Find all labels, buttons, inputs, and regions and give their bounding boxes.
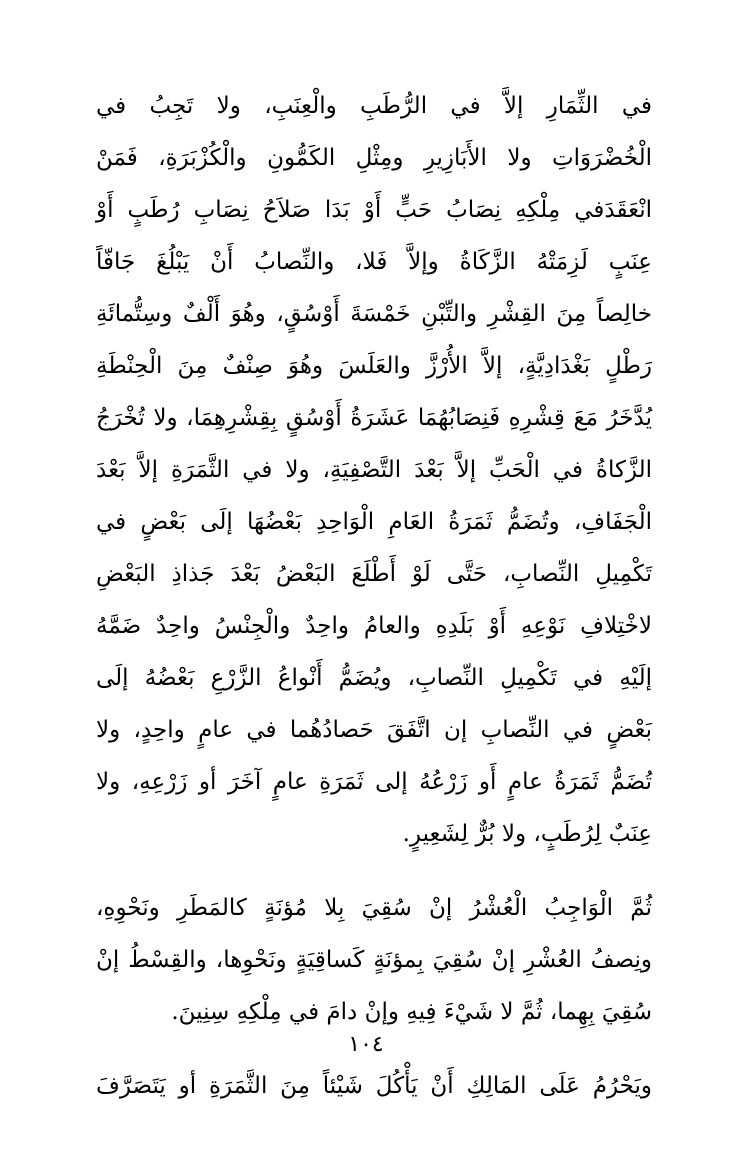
text-line: بَعْضٍ في النِّصابِ إن اتَّفَقَ حَصادُهُما في عامٍ واحِدٍ، ولا xyxy=(96,717,652,743)
text-line: رَطْلٍ بَغْدَادِيَّةٍ، إلاَّ الأُرْزَّ والعَلَسَ وهُوَ صِنْفٌ مِنَ الْحِنْطَةِ xyxy=(96,353,652,379)
paragraph-3 xyxy=(96,1060,652,1112)
text-line: ثُمَّ الْوَاجِبُ الْعُشْرُ إنْ سُقِيَ بِلا مُؤنَةٍ كالمَطَرِ ونَحْوِهِ، xyxy=(96,895,652,921)
text-line: عِنَبٌ لِرُطَبٍ، ولا بُرٌّ لِشَعِيرٍ. xyxy=(402,821,652,847)
text-line: عِنَبٍ لَزِمَتْهُ الزَّكَاةُ وإلاَّ فَلا، والنِّصابُ أَنْ يَبْلُغَ جَافّاً xyxy=(96,249,652,275)
text-line: انْعَقَدَفي مِلْكِهِ نِصَابُ حَبٍّ أَوْ بَدَا صَلاَحُ نِصَابِ رُطَبٍ أَوْ xyxy=(96,197,652,223)
text-line: الْجَفَافِ، وتُضَمُّ ثَمَرَةُ العَامِ الْوَاحِدِ بَعْضُهَا إلَى بَعْضٍ في xyxy=(96,509,652,535)
page-number: ١٠٤ xyxy=(348,1032,384,1057)
page-body xyxy=(96,80,652,1099)
paragraph-2 xyxy=(96,882,652,1038)
text-line: تُضَمُّ ثَمَرَةُ عامٍ أَو زَرْعُهُ إلى ثَمَرَةِ عامٍ آخَرَ أو زَرْعِهِ، ولا xyxy=(96,769,652,795)
text-line: ونِصفُ العُشْرِ إنْ سُقِيَ بِمؤنَةٍ كَساقِيَةٍ ونَحْوِها، والقِسْطُ إنْ xyxy=(96,947,652,973)
text-line: إلَيْهِ في تَكْمِيلِ النِّصابِ، ويُضَمُّ أَنْواعُ الزَّرْعِ بَعْضُهُ إلَى xyxy=(96,665,652,691)
text-line: تَكْمِيلِ النِّصابِ، حَتَّى لَوْ أَطْلَعَ البَعْضُ بَعْدَ جَذاذِ البَعْضِ xyxy=(96,561,652,587)
text-line: الْخُضْرَوَاتِ ولا الأَبَازِيرِ ومِثْلِ الكَمُّونِ والْكُزْبَرَةِ، فَمَنْ xyxy=(96,145,652,171)
text-line: الزَّكاةُ في الْحَبِّ إلاَّ بَعْدَ التَّصْفِيَةِ، ولا في الثَّمَرَةِ إلاَّ بَعْدَ xyxy=(96,457,652,483)
text-line: لاخْتِلافِ نَوْعِهِ أَوْ بَلَدِهِ والعامُ واحِدٌ والْجِنْسُ واحِدٌ ضَمَّهُ xyxy=(96,613,652,639)
paragraph-1 xyxy=(96,80,652,860)
text-line: يُدَّخَرُ مَعَ قِشْرِهِ فَنِصَابُهُمَا عَشَرَةُ أَوْسُقٍ بِقِشْرِهِمَا، ولا تُخْرَجُ xyxy=(96,405,652,431)
text-line: في الثِّمَارِ إلاَّ في الرُّطَبِ والْعِنَبِ، ولا تَجِبُ في xyxy=(96,93,652,119)
text-line: ويَحْرُمُ عَلَى المَالِكِ أَنْ يَأْكُلَ شَيْئاً مِنَ الثَّمَرَةِ أو يَتَصَرَّفَ xyxy=(96,1073,652,1099)
text-line: خالِصاً مِنَ القِشْرِ والتِّبْنِ خَمْسَةَ أَوْسُقٍ، وهُوَ أَلْفٌ وسِتُّمائَةِ xyxy=(96,301,652,327)
text-line: سُقِيَ بِهِما، ثُمَّ لا شَيْءَ فِيهِ وإنْ دامَ في مِلْكِهِ سِنِينَ. xyxy=(171,999,652,1025)
